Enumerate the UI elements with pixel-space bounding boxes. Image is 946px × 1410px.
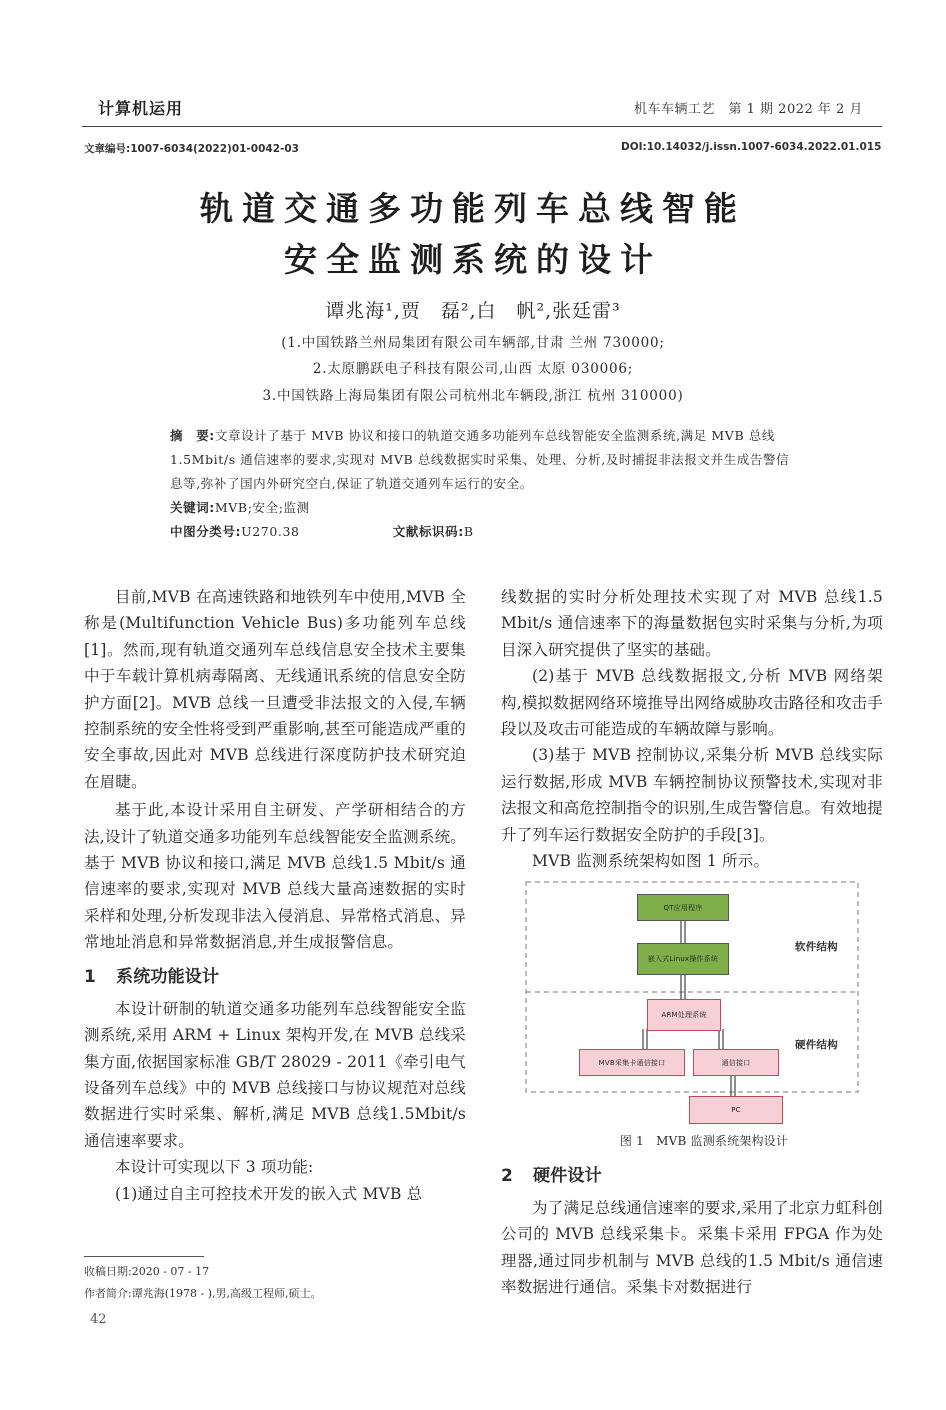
keywords	[170, 496, 796, 520]
abstract	[170, 424, 796, 544]
right-column	[501, 584, 883, 1301]
journal-info: 机车车辆工艺 第 1 期 2022 年 2 月	[634, 102, 863, 117]
hardware-structure-label: 硬件结构	[795, 1039, 838, 1052]
section-heading-1	[84, 964, 466, 990]
section-heading-2	[501, 1163, 883, 1189]
abstract-label: 摘 要:	[170, 428, 215, 443]
right-paragraph-4: MVB 监测系统架构如图 1 所示。	[532, 852, 770, 871]
affiliation-1: (1.中国铁路兰州局集团有限公司车辆部,甘肃 兰州 730000;	[281, 335, 665, 351]
left-paragraph-5: (1)通过自主可控技术开发的嵌入式 MVB 总	[115, 1184, 423, 1203]
authors: 谭兆海¹,贾 磊²,白 帆²,张廷雷³	[325, 300, 621, 322]
section-number-2: 2	[501, 1165, 514, 1186]
linux-os-box: 嵌入式Linux操作系统	[637, 943, 729, 975]
article-number: 文章编号:1007-6034(2022)01-0042-03	[84, 143, 299, 155]
header-rule	[82, 126, 882, 127]
received-date: 收稿日期:2020 - 07 - 17	[84, 1265, 210, 1278]
abstract-text: 文章设计了基于 MVB 协议和接口的轨道交通多功能列车总线智能安全监测系统,满足 MVB 总线 1.5Mbit/s 通信速率的要求,实现对 MVB 总线数据实时采集、处理、分析,及时捕捉非法报文并生成告警信息等,弥补了国内外研究空白,保证了轨道交通列车运行的安全。	[170, 428, 790, 491]
doc-code-value: B	[463, 524, 474, 539]
affiliation-2: 2.太原鹏跃电子科技有限公司,山西 太原 030006;	[312, 361, 634, 377]
qt-app-box: QT应用程序	[637, 894, 729, 921]
abstract-body	[170, 424, 796, 496]
left-paragraph-1: 目前,MVB 在高速铁路和地铁列车中使用,MVB 全称是(Multifunction Vehicle Bus)多功能列车总线[1]。然而,现有轨道交通列车总线信息安全技术主要集中于车载计算机病毒隔离、无线通讯系统的信息安全防护方面[2]。MVB 总线一旦遭受非法报文的入侵,车辆控制系统的安全性将受到严重影响,甚至可能造成严重的安全事故,因此对 MVB 总线进行深度防护技术研究迫在眉睫。	[84, 588, 466, 791]
keywords-label: 关键词:	[170, 500, 215, 515]
left-column	[84, 584, 466, 1207]
paper-title-line2: 安全监测系统的设计	[284, 240, 662, 279]
right-paragraph-1: 线数据的实时分析处理技术实现了对 MVB 总线1.5 Mbit/s 通信速率下的海量数据包实时采集与分析,为项目深入研究提供了坚实的基础。	[501, 588, 883, 659]
mvb-card-interface-box: MVB采集卡通信接口	[579, 1049, 685, 1076]
figure-1	[525, 880, 859, 1128]
left-paragraph-2: 基于此,本设计采用自主研发、产学研相结合的方法,设计了轨道交通多功能列车总线智能安全监测系统。基于 MVB 协议和接口,满足 MVB 总线1.5 Mbit/s 通信速率的要求,实现对 MVB 总线大量高速数据的实时采样和处理,分析发现非法入侵消息、异常格式消息、异常地址消息和异常数据消息,并生成报警信息。	[84, 801, 466, 952]
keywords-text: MVB;安全;监测	[214, 500, 310, 515]
affiliation-3: 3.中国铁路上海局集团有限公司杭州北车辆段,浙江 杭州 310000)	[262, 388, 684, 404]
paper-title-line1: 轨道交通多功能列车总线智能	[200, 189, 746, 228]
section-label: 计算机运用	[98, 99, 184, 118]
software-structure-label: 软件结构	[795, 941, 838, 954]
clc-label: 中图分类号:	[170, 524, 242, 539]
right-paragraph-2: (2)基于 MVB 总线数据报文,分析 MVB 网络架构,模拟数据网络环境推导出网络威胁攻击路径和攻击手段以及攻击可能造成的车辆故障与影响。	[501, 667, 883, 739]
comm-interface-box: 通信接口	[693, 1049, 779, 1076]
clc-value: U270.38	[241, 524, 300, 539]
figure-1-caption: 图 1 MVB 监测系统架构设计	[619, 1134, 789, 1149]
classification	[170, 520, 796, 544]
footnote-rule	[84, 1256, 204, 1257]
doi: DOI:10.14032/j.issn.1007-6034.2022.01.015	[621, 141, 882, 153]
doc-code-label: 文献标识码:	[392, 524, 464, 539]
arm-system-box: ARM处理系统	[647, 999, 721, 1031]
right-paragraph-5: 为了满足总线通信速率的要求,采用了北京力虹科创公司的 MVB 总线采集卡。采集卡采用 FPGA 作为处理器,通过同步机制与 MVB 总线的1.5 Mbit/s 通信速率数据进行通信。采集卡对数据进行	[501, 1198, 883, 1297]
section-title-1: 系统功能设计	[116, 966, 220, 987]
left-paragraph-3: 本设计研制的轨道交通多功能列车总线智能安全监测系统,采用 ARM + Linux 架构开发,在 MVB 总线采集方面,依据国家标准 GB/T 28029 - 2011《牵引电气设备列车总线》中的 MVB 总线接口与协议规范对总线数据进行实时采集、解析,满足 MVB 总线1.5Mbit/s 通信速率要求。	[84, 999, 466, 1150]
section-number-1: 1	[84, 966, 97, 987]
author-bio: 作者简介:谭兆海(1978 - ),男,高级工程师,硕士。	[84, 1287, 322, 1300]
left-paragraph-4: 本设计可实现以下 3 项功能:	[115, 1158, 314, 1177]
page-number: 42	[90, 1312, 107, 1327]
section-title-2: 硬件设计	[533, 1165, 602, 1186]
right-paragraph-3: (3)基于 MVB 控制协议,采集分析 MVB 总线实际运行数据,形成 MVB 车辆控制协议预警技术,实现对非法报文和高危控制指令的识别,生成告警信息。有效地提升了列车运行数据安全防护的手段[3]。	[501, 746, 883, 844]
pc-box: PC	[689, 1096, 783, 1124]
